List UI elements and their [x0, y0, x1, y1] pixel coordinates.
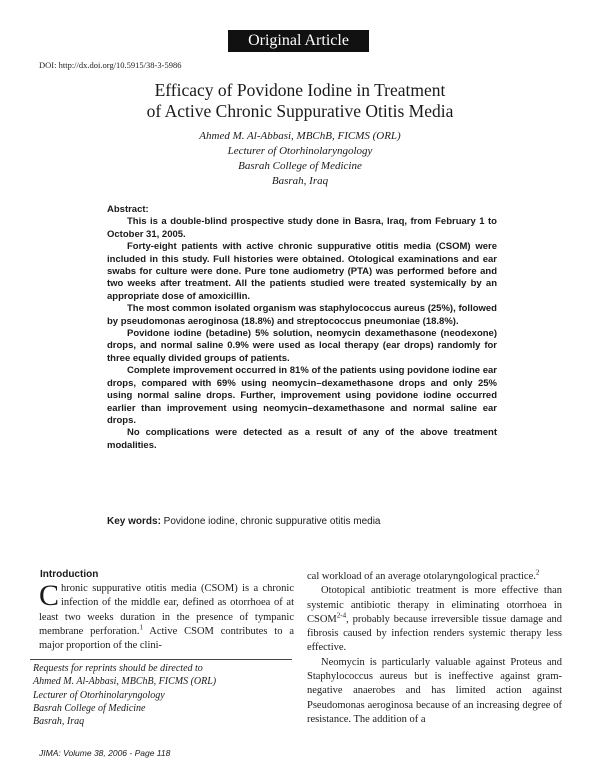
continued-text: cal workload of an average otolaryngological practice.: [307, 571, 536, 582]
intro-paragraph: [39, 579, 294, 653]
author-position: Lecturer of Otorhinolaryngology: [227, 145, 373, 157]
drop-cap: C: [39, 579, 60, 612]
body-paragraph: Neomycin is particularly valuable against Proteus and Staphylococcus aureus but is ineffective against gram-negative anaerobes and has limited action against Pseudomonas aeroginosa because of an increasing degree of resistance. The addition of a: [307, 656, 562, 725]
body-text: , probably because irreversible tissue damage and fibrosis caused by infection renders systemic therapy less effective.: [307, 613, 562, 654]
left-column: [39, 568, 294, 653]
keywords: [107, 516, 507, 527]
intro-text-tail: Active CSOM contributes to a major proportion of the clini-: [39, 625, 294, 652]
keywords-label: Key words:: [107, 516, 161, 527]
abstract-paragraph: Complete improvement occurred in 81% of the patients using povidone iodine ear drops, compared with 69% using neomycin–dexamethasone drops and only 25% using normal saline drops. Further, improvement using povidone iodine occurred earlier than improvement using neomycin–dexamethasone and normal saline ear drops.: [107, 365, 497, 426]
abstract-paragraph: Forty-eight patients with active chronic suppurative otitis media (CSOM) were included in this study. Full histories were obtained. Otological examinations and ear swabs for culture were done. Pure tone audiometry (PTA) was performed before and two weeks after treatment. All the patients studied were treated systemically by an appropriate dose of amoxicillin.: [107, 241, 497, 302]
reprint-line: Basrah College of Medicine: [33, 702, 146, 714]
title-line: of Active Chronic Suppurative Otitis Media: [146, 101, 454, 121]
abstract: [107, 204, 497, 452]
reprint-line: Ahmed M. Al-Abbasi, MBChB, FICMS (ORL): [33, 676, 217, 688]
reprint-request-note: [33, 662, 293, 728]
abstract-paragraph: This is a double-blind prospective study done in Basra, Iraq, from February 1 to October 31, 2005.: [107, 216, 497, 240]
right-column: [307, 570, 562, 727]
doi-link[interactable]: DOI: http://dx.doi.org/10.5915/38-3-5986: [39, 60, 182, 70]
reprint-line: Lecturer of Otorhinolaryngology: [33, 689, 165, 701]
author-institution: Basrah College of Medicine: [238, 160, 362, 172]
abstract-paragraph: No complications were detected as a result of any of the above treatment modalities.: [107, 427, 497, 451]
article-title: [60, 80, 540, 122]
author-name: Ahmed M. Al-Abbasi, MBChB, FICMS (ORL): [199, 130, 401, 142]
introduction-heading: Introduction: [40, 569, 99, 580]
body-paragraph: [307, 584, 562, 655]
continued-paragraph: [307, 570, 562, 584]
title-line: Efficacy of Povidone Iodine in Treatment: [154, 80, 446, 100]
footnote-divider: [30, 659, 292, 660]
keywords-text: Povidone iodine, chronic suppurative otitis media: [160, 516, 381, 527]
citation-ref[interactable]: 2: [535, 568, 540, 577]
body-text: Ototopical antibiotic treatment is more effective than systemic antibiotic therapy in eliminating otorrhoea in CSOM: [307, 585, 562, 625]
author-block: [100, 129, 500, 189]
citation-ref[interactable]: 1: [139, 623, 143, 632]
page-footer: JIMA: Volume 38, 2006 - Page 118: [39, 748, 171, 758]
author-location: Basrah, Iraq: [271, 175, 329, 187]
intro-text: hronic suppurative otitis media (CSOM) is a chronic infection of the middle ear, defined as otorrhoea of at least two weeks duration in the presence of tympanic membrane perforation.: [39, 583, 294, 637]
citation-ref[interactable]: 2-4: [336, 611, 347, 620]
reprint-line: Basrah, Iraq: [33, 716, 85, 728]
article-type-banner: Original Article: [228, 30, 369, 52]
reprint-line: Requests for reprints should be directed to: [33, 663, 203, 674]
abstract-heading: Abstract:: [107, 204, 149, 215]
abstract-paragraph: Povidone iodine (betadine) 5% solution, neomycin dexamethasone (neodexone) drops, and normal saline 0.9% were used as local therapy (ear drops) randomly for three equally divided groups of patients.: [107, 328, 497, 364]
abstract-paragraph: The most common isolated organism was staphylococcus aureus (25%), followed by pseudomonas aeroginosa (18.8%) and streptococcus pneumoniae (18.8%).: [107, 303, 497, 327]
